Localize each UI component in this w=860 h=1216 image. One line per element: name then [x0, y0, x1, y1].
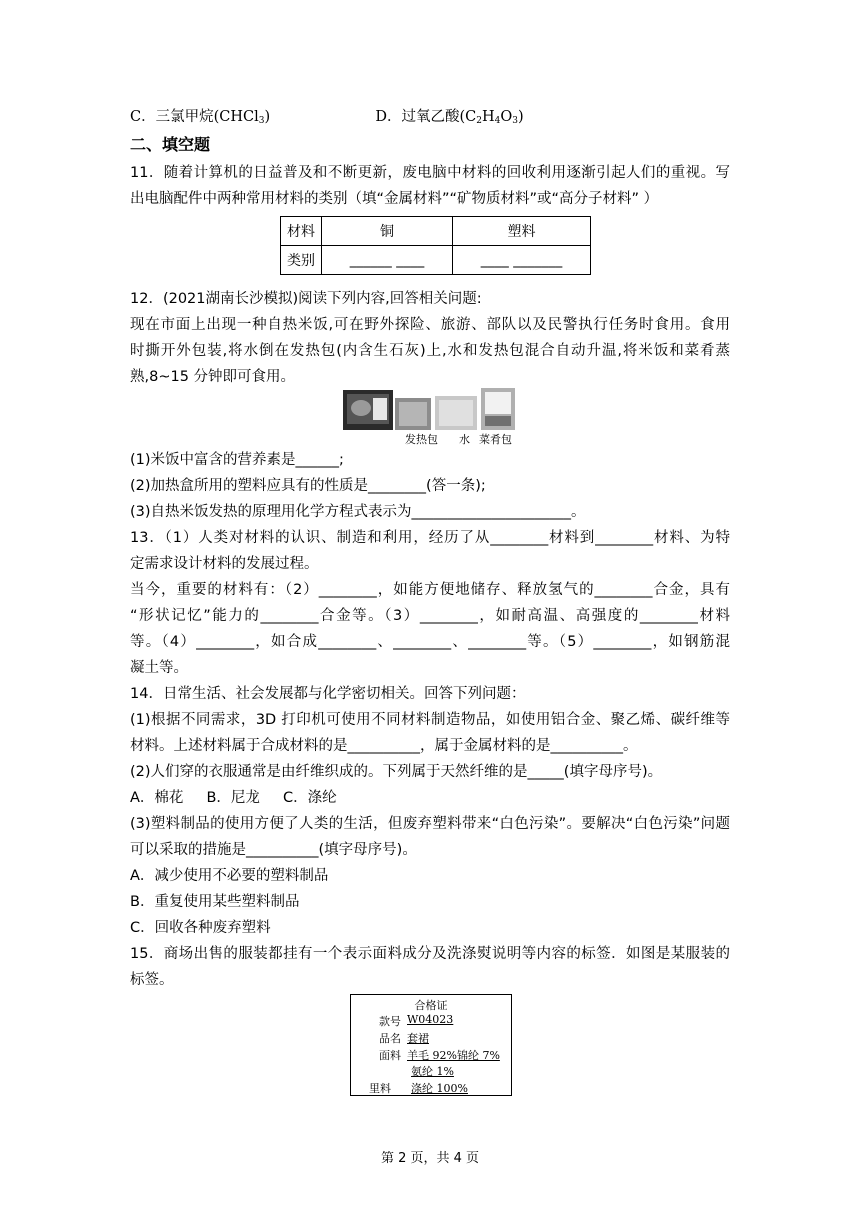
tag-lining-label: 里料 [369, 1082, 391, 1095]
question-14-line3: 材料。上述材料属于合成材料的是__________，属于金属材料的是__________。 [130, 738, 638, 754]
table-row-category: 类别 [281, 246, 322, 275]
question-15-line2: 标签。 [130, 972, 174, 988]
garment-tag [350, 994, 512, 1096]
question-13-line2: 定需求设计材料的发展过程。 [130, 556, 319, 572]
question-14-title: 14．日常生活、社会发展都与化学密切相关。回答下列问题： [130, 686, 526, 702]
question-12-sub1: (1)米饭中富含的营养素是______; [130, 452, 344, 468]
question-11-table [280, 216, 591, 275]
tag-fabric-value1: 羊毛 92%锦纶 7% [407, 1049, 500, 1062]
question-14-line6: (3)塑料制品的使用方便了人类的生活，但废弃塑料带来“白色污染”。要解决“白色污染”问题 [130, 816, 730, 832]
label-water: 水 [459, 433, 470, 446]
answer-blank-copper[interactable]: ______ ____ [322, 246, 453, 275]
self-heating-rice-figure [343, 388, 515, 444]
tag-style-label: 款号 [379, 1015, 401, 1028]
tag-name-label: 品名 [379, 1032, 401, 1045]
question-12-title: 12．(2021湖南长沙模拟)阅读下列内容,回答相关问题: [130, 291, 482, 307]
question-14-options-1: A．棉花 B．尼龙 C．涤纶 [130, 790, 337, 806]
question-14-line2: (1)根据不同需求，3D 打印机可使用不同材料制造物品，如使用铝合金、聚乙烯、碳纤维等 [130, 712, 730, 728]
question-13-line6: 凝土等。 [130, 660, 188, 676]
question-12-line4: 熟,8~15 分钟即可食用。 [130, 369, 296, 385]
table-header-copper: 铜 [322, 217, 453, 246]
question-11-line1: 11．随着计算机的日益普及和不断更新，废电脑中材料的回收利用逐渐引起人们的重视。写 [130, 165, 730, 181]
question-14-option-b: B．重复使用某些塑料制品 [130, 894, 300, 910]
tag-title: 合格证 [414, 999, 448, 1012]
answer-blank-plastic[interactable]: ____ _______ [453, 246, 591, 275]
question-13-line5: 等。（4）________，如合成________、________、________等。（5）________，如钢筋混 [130, 634, 730, 650]
question-13-line1: 13．（1）人类对材料的认识、制造和利用，经历了从________材料到________材料、为特 [130, 530, 730, 546]
question-14-option-c: C．回收各种废弃塑料 [130, 920, 271, 936]
tag-name-value: 套裙 [407, 1032, 429, 1045]
table-header-material: 材料 [281, 217, 322, 246]
tag-fabric-label: 面料 [379, 1049, 401, 1062]
question-14-option-a: A．减少使用不必要的塑料制品 [130, 868, 329, 884]
question-12-line2: 现在市面上出现一种自热米饭,可在野外探险、旅游、部队以及民警执行任务时食用。食用 [130, 317, 730, 333]
question-14-line4: (2)人们穿的衣服通常是由纤维织成的。下列属于天然纤维的是_____(填字母序号)。 [130, 764, 663, 780]
question-12-sub2: (2)加热盒所用的塑料应具有的性质是________(答一条); [130, 478, 486, 494]
question-13-line4: “形状记忆”能力的________合金等。（3）________，如耐高温、高强度的________材料 [130, 608, 730, 624]
tag-fabric-value2: 氨纶 1% [411, 1065, 454, 1078]
question-12-sub3: (3)自热米饭发热的原理用化学方程式表示为______________________。 [130, 504, 586, 520]
section-heading: 二、填空题 [130, 135, 211, 154]
option-d: D．过氧乙酸(C [375, 109, 477, 125]
label-dish-pack: 菜肴包 [479, 433, 512, 446]
question-11-line2: 出电脑配件中两种常用材料的类别（填“金属材料”“矿物质材料”或“高分子材料” ） [130, 191, 659, 207]
tag-lining-value: 涤纶 100% [411, 1082, 468, 1095]
question-15-line1: 15．商场出售的服装都挂有一个表示面料成分及洗涤熨说明等内容的标签．如图是某服装的 [130, 946, 730, 962]
question-14-line7: 可以采取的措施是__________(填字母序号)。 [130, 842, 417, 858]
table-header-plastic: 塑料 [453, 217, 591, 246]
options-c-d: C．三氯甲烷(CHCl$_3$) D．过氧乙酸$(C_2H_4O_3)$ [130, 109, 524, 126]
rice-package-image [343, 388, 515, 432]
tag-style-value: W04023 [407, 1013, 454, 1026]
option-c: C．三氯甲烷(CHCl [130, 109, 259, 125]
question-13-line3: 当今，重要的材料有：（2）________，如能方便地储存、释放氢气的________合金，具有 [130, 582, 730, 598]
page-footer: 第 2 页，共 4 页 [380, 1151, 480, 1166]
question-12-line3: 时撕开外包装,将水倒在发热包(内含生石灰)上,水和发热包混合自动升温,将米饭和菜肴蒸 [130, 343, 730, 359]
label-heating-pack: 发热包 [405, 433, 438, 446]
